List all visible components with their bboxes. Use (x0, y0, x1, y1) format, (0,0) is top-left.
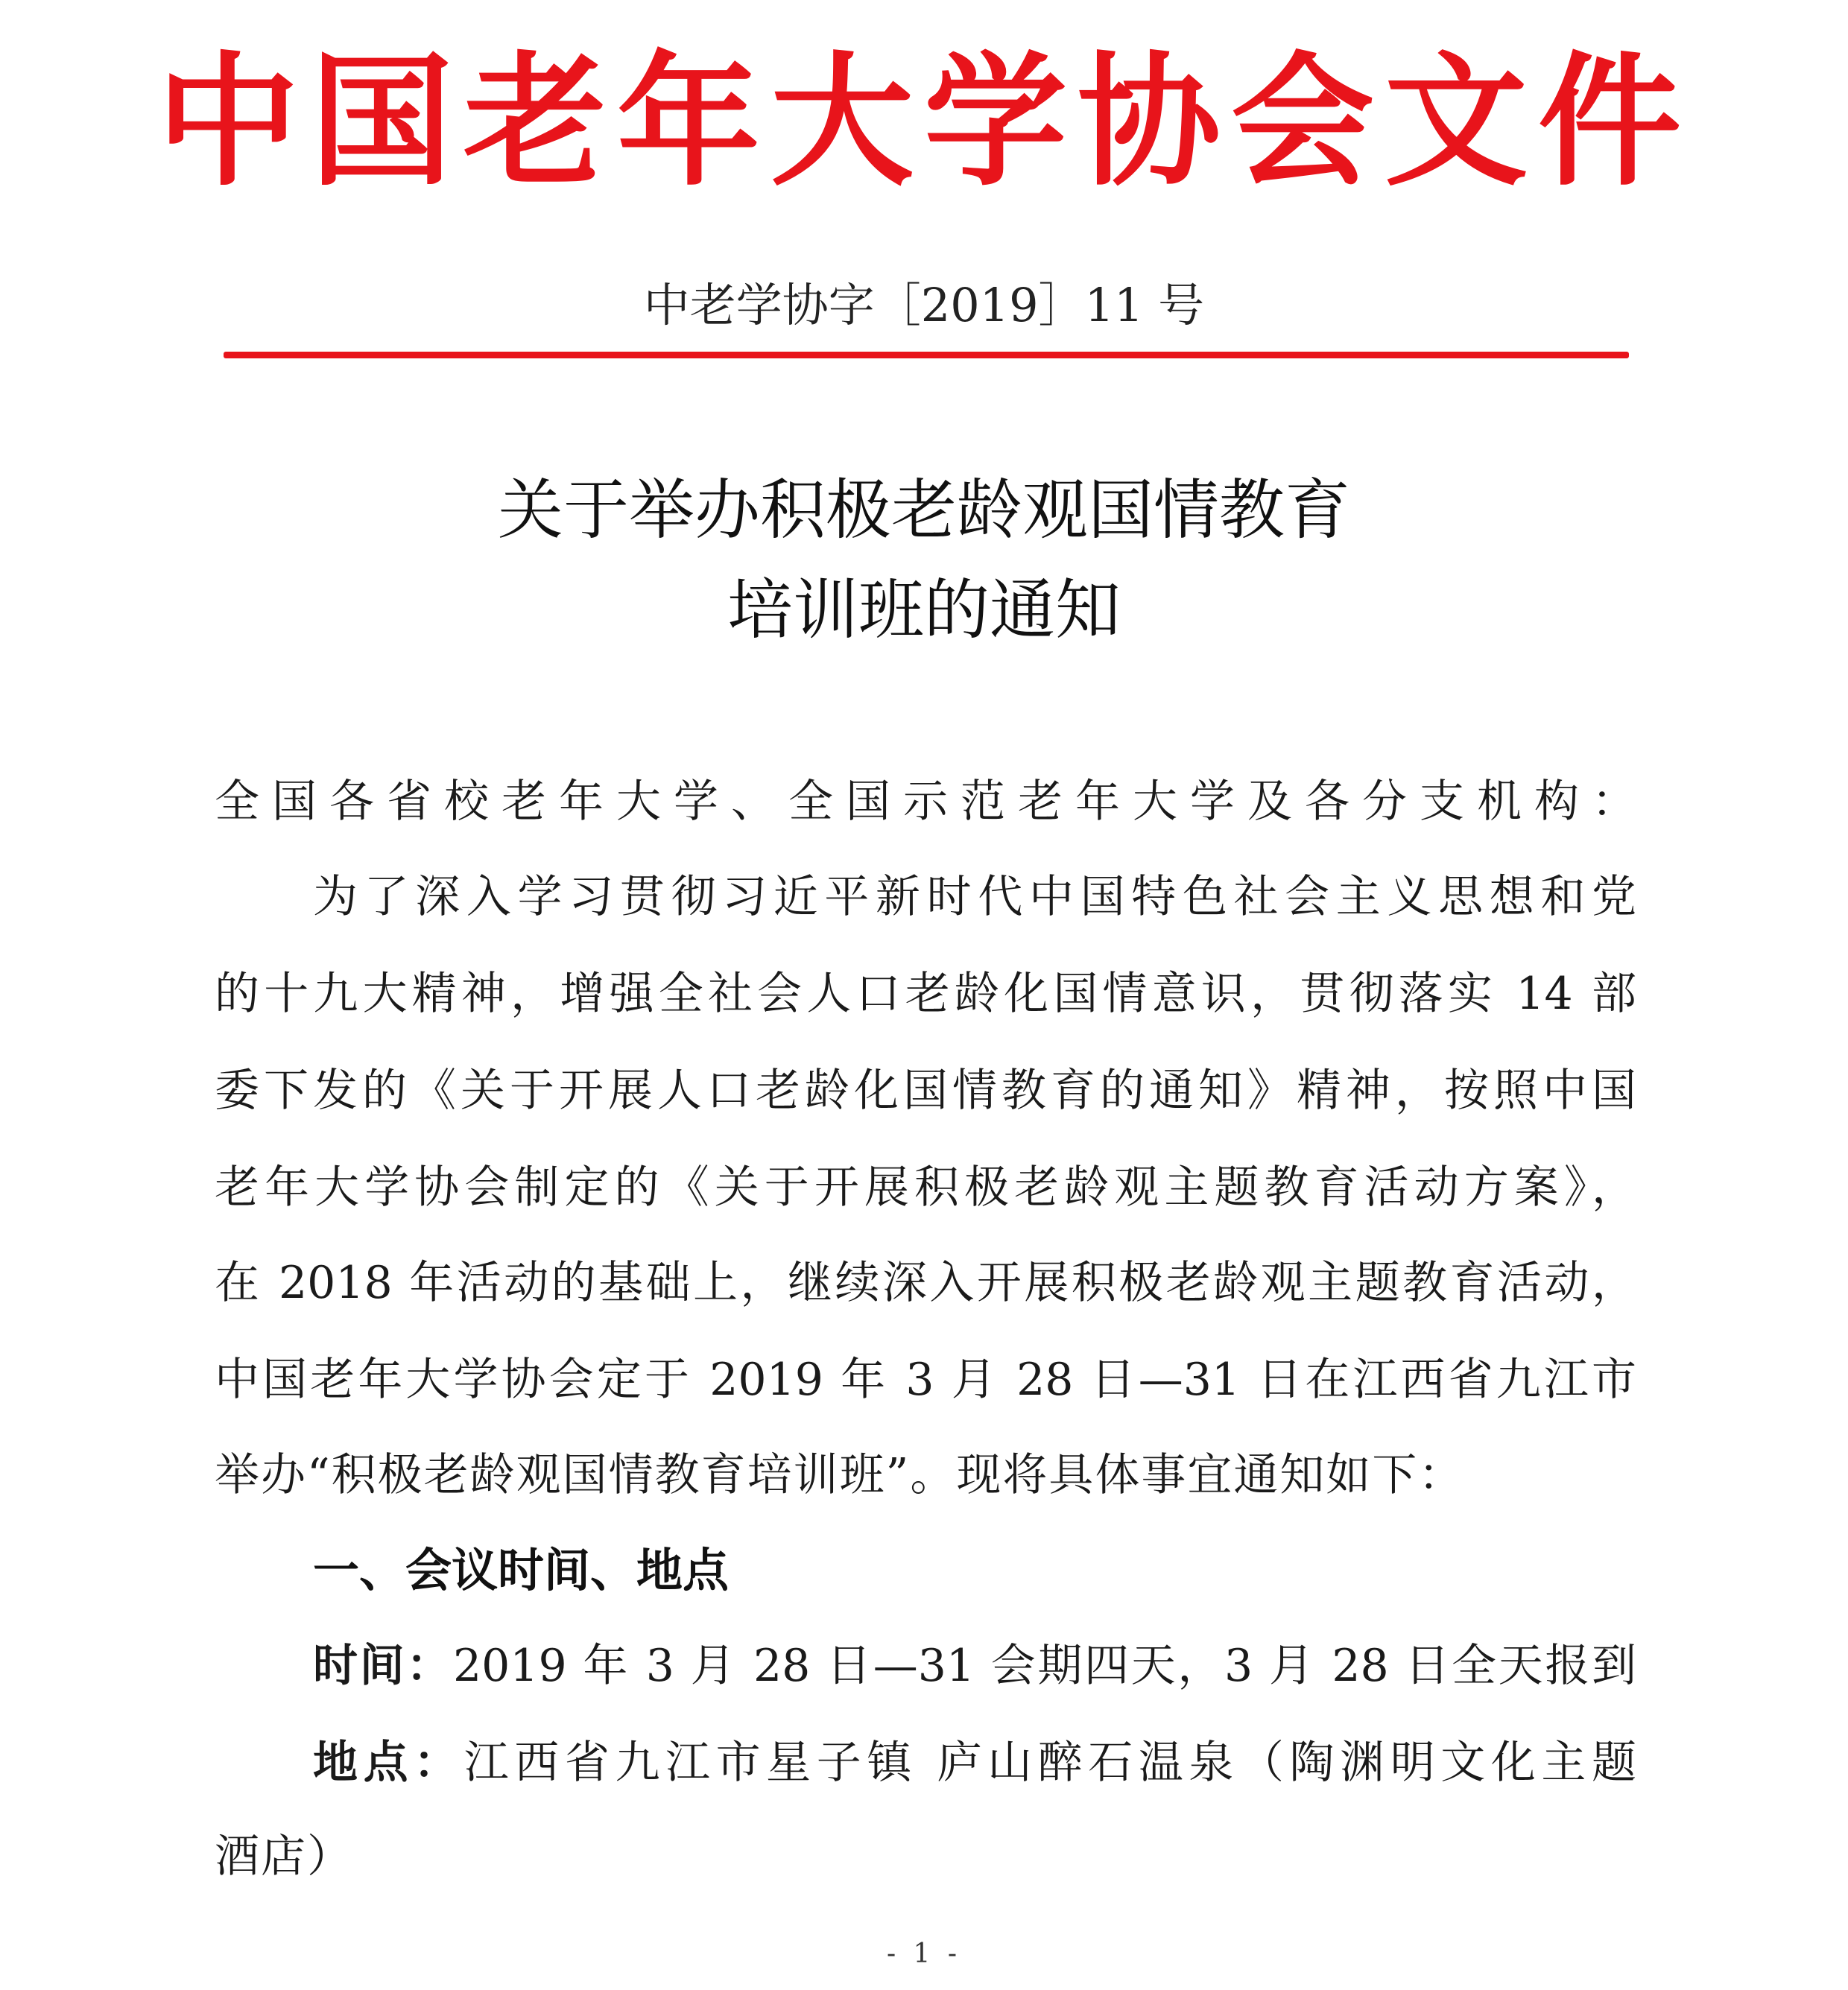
notice-title (0, 460, 1848, 660)
page-number: - 1 - (886, 1939, 962, 1969)
red-divider-line (224, 352, 1629, 358)
paragraph-line: 在 2018 年活动的基础上，继续深入开展积极老龄观主题教育活动， (215, 1257, 1636, 1309)
paragraph-line: 中国老年大学协会定于 2019 年 3 月 28 日—31 日在江西省九江市 (215, 1354, 1636, 1406)
paragraph-line: 举办“积极老龄观国情教育培训班”。现将具体事宜通知如下： (215, 1449, 1465, 1501)
paragraph-line: 老年大学协会制定的《关于开展积极老龄观主题教育活动方案》， (215, 1162, 1636, 1214)
time-label: 时间： (313, 1640, 453, 1692)
notice-title-line-1: 关于举办积极老龄观国情教育 (497, 472, 1350, 548)
document-number: 中老学协字［2019］11 号 (643, 278, 1205, 332)
meeting-place-line (313, 1733, 1636, 1793)
paragraph-line: 的十九大精神，增强全社会人口老龄化国情意识，贯彻落实 14 部 (215, 968, 1636, 1020)
time-value: 2019 年 3 月 28 日—31 会期四天，3 月 28 日全天报到 (452, 1640, 1636, 1692)
section-heading: 一、会议时间、地点 (313, 1543, 730, 1597)
notice-title-line-2: 培训班的通知 (727, 571, 1121, 648)
place-value: 江西省九江市星子镇 庐山醉石温泉（陶渊明文化主题 (463, 1737, 1637, 1789)
place-label: 地点： (313, 1737, 464, 1789)
meeting-place-continuation: 酒店） (215, 1831, 353, 1883)
paragraph-line: 委下发的《关于开展人口老龄化国情教育的通知》精神，按照中国 (215, 1065, 1636, 1117)
meeting-time-line (313, 1636, 1636, 1696)
salutation: 全国各省校老年大学、全国示范老年大学及各分支机构： (215, 776, 1636, 828)
document-header-title: 中国老年大学协会文件 (156, 39, 1692, 206)
paragraph-line: 为了深入学习贯彻习近平新时代中国特色社会主义思想和党 (313, 871, 1636, 923)
